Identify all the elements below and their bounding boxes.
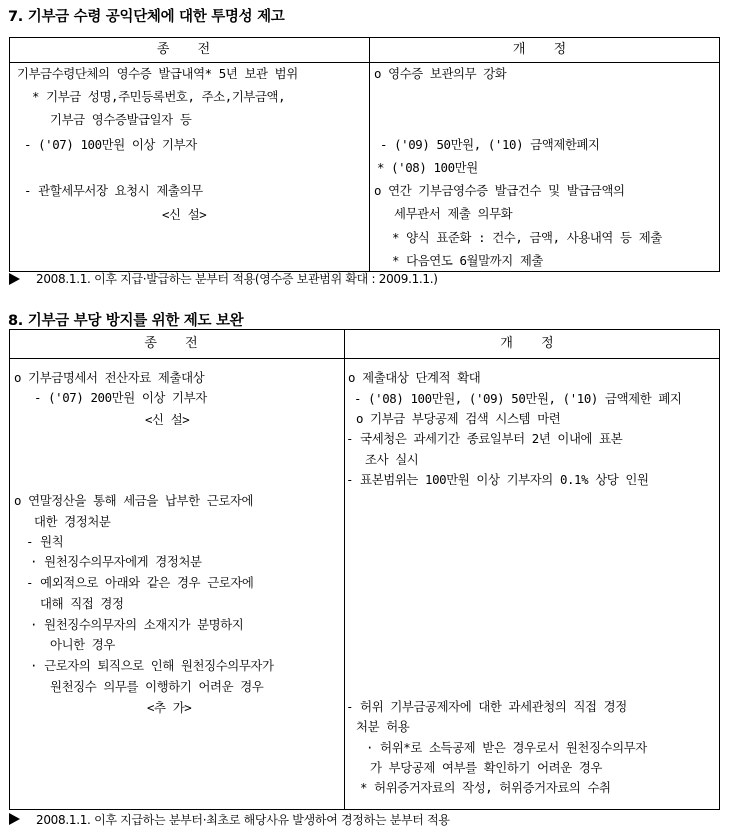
s7-after-line: * 양식 표준화 : 건수, 금액, 사용내역 등 제출 [392, 230, 662, 245]
s8-after-line: - 표본범위는 100만원 이상 기부자의 0.1% 상당 인원 [346, 472, 649, 487]
s8-after-line: - 국세청은 과세기간 종료일부터 2년 이내에 표본 [346, 431, 623, 446]
section8-column-divider [344, 330, 345, 809]
section7-header-before: 종 전 [156, 42, 223, 57]
section7-note-arrow-icon [9, 273, 20, 285]
section8-header-before: 종 전 [144, 336, 210, 351]
s7-after-line: o 영수증 보관의무 강화 [374, 66, 507, 81]
s8-after-line: · 허위*로 소득공제 받은 경우로서 원천징수의무자 [366, 740, 647, 755]
section8-note: 2008.1.1. 이후 지급하는 분부터·최초로 해당사유 발생하여 경정하는 분부터 적용 [36, 813, 450, 827]
s8-before-line: · 원천징수의무자에게 경정처분 [30, 554, 202, 569]
s8-after-line: o 제출대상 단계적 확대 [348, 370, 481, 385]
s7-after-line: o 연간 기부금영수증 발급건수 및 발급금액의 [374, 183, 625, 198]
s8-after-line: o 기부금 부당공제 검색 시스템 마련 [356, 411, 561, 426]
section7-header-divider [10, 62, 719, 63]
s8-after-line: * 허위증거자료의 작성, 허위증거자료의 수취 [360, 780, 611, 795]
s8-after-line: 조사 실시 [365, 452, 419, 467]
s7-before-line: * 기부금 성명,주민등록번호, 주소,기부금액, [32, 89, 286, 104]
s7-before-line: 기부금수령단체의 영수증 발급내역* 5년 보관 범위 [17, 66, 298, 81]
s8-before-line: - 예외적으로 아래와 같은 경우 근로자에 [26, 575, 254, 590]
section7-title: 7. 기부금 수령 공익단체에 대한 투명성 제고 [8, 9, 285, 25]
s8-before-line: 대한 경정처분 [34, 514, 111, 529]
s8-after-line: 처분 허용 [356, 719, 410, 734]
s8-before-line: <추 가> [147, 700, 192, 715]
s8-after-line: - ('08) 100만원, ('09) 50만원, ('10) 금액제한 폐지 [354, 391, 682, 406]
s8-before-line: <신 설> [145, 412, 190, 427]
s8-before-line: · 원천징수의무자의 소재지가 분명하지 [30, 617, 244, 632]
s8-before-line: - ('07) 200만원 이상 기부자 [34, 390, 207, 405]
section8-title: 8. 기부금 부당 방지를 위한 제도 보완 [8, 313, 244, 329]
s7-before-line: <신 설> [162, 207, 207, 222]
section8-header-divider [10, 358, 719, 359]
s8-before-line: o 연말정산을 통해 세금을 납부한 근로자에 [14, 493, 254, 508]
s7-after-line: - ('09) 50만원, ('10) 금액제한폐지 [380, 137, 600, 152]
s7-before-line: - 관할세무서장 요청시 제출의무 [24, 183, 203, 198]
s8-before-line: 원천징수 의무를 이행하기 어려운 경우 [50, 679, 264, 694]
section7-table [9, 37, 720, 272]
s7-before-line: - ('07) 100만원 이상 기부자 [24, 137, 197, 152]
s8-before-line: 대해 직접 경정 [40, 596, 124, 611]
s7-after-line: * ('08) 100만원 [377, 160, 478, 175]
section7-note: 2008.1.1. 이후 지급·발급하는 분부터 적용(영수증 보관범위 확대 : 2009.1.1.) [36, 272, 438, 286]
s8-before-line: - 원칙 [26, 534, 64, 549]
s8-before-line: o 기부금명세서 전산자료 제출대상 [14, 370, 205, 385]
s7-after-line: 세무관서 제출 의무화 [394, 206, 513, 221]
s7-after-line: * 다음연도 6월말까지 제출 [392, 253, 543, 268]
section7-column-divider [369, 38, 370, 271]
s8-before-line: 아니한 경우 [50, 637, 115, 652]
s8-after-line: - 허위 기부금공제자에 대한 과세관청의 직접 경정 [346, 699, 627, 714]
s8-after-line: 가 부당공제 여부를 확인하기 어려운 경우 [370, 760, 602, 775]
s8-before-line: · 근로자의 퇴직으로 인해 원천징수의무자가 [30, 658, 274, 673]
section8-table [9, 329, 720, 810]
s7-before-line: 기부금 영수증발급일자 등 [50, 112, 192, 127]
section8-header-after: 개 정 [500, 336, 566, 351]
section8-note-arrow-icon [9, 813, 20, 825]
section7-header-after: 개 정 [512, 42, 579, 57]
